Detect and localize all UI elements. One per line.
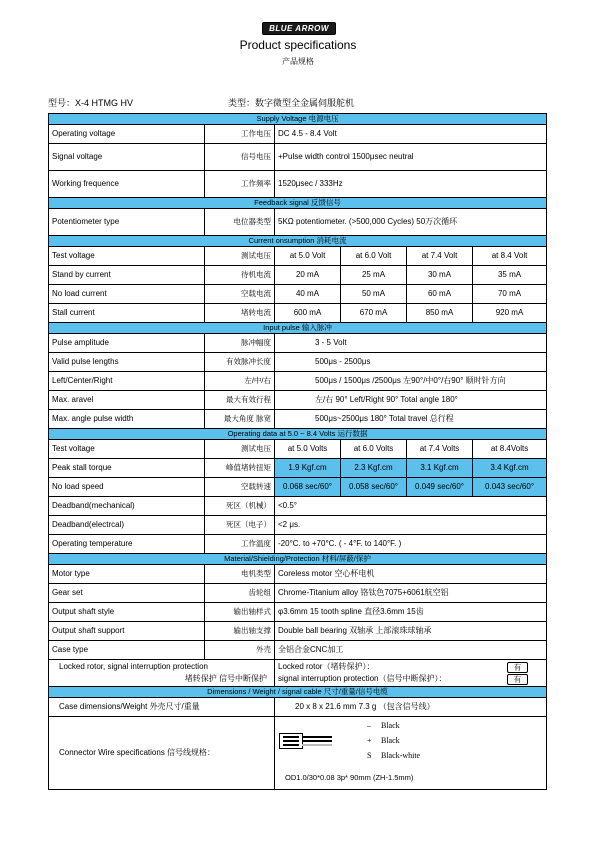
table-row: [49, 660, 547, 687]
row-label-cn: 死区（机械）: [205, 497, 275, 516]
cell-highlight: 1.9 Kgf.cm: [275, 459, 341, 478]
signal-interruption-text: signal interruption protection（信号中断保护）：: [278, 674, 447, 683]
cell: at 8.4Volts: [473, 440, 547, 459]
table-row: [49, 410, 547, 429]
row-label: Gear set: [49, 584, 205, 603]
cell: 850 mA: [407, 304, 473, 323]
cell-highlight: 3.4 Kgf.cm: [473, 459, 547, 478]
table-row: [49, 717, 547, 790]
table-row: [49, 497, 547, 516]
row-value: 500μs / 1500μs /2500μs 左90°/中0°/右90° 顺时针方向: [275, 372, 547, 391]
cell-highlight: 0.049 sec/60°: [407, 478, 473, 497]
row-label: No load speed: [49, 478, 205, 497]
wire-color: Black-white: [381, 751, 421, 760]
row-value: <2 μs.: [275, 516, 547, 535]
table-row: [49, 565, 547, 584]
row-label-cn: 工作频率: [205, 171, 275, 198]
cell-highlight: 3.1 Kgf.cm: [407, 459, 473, 478]
locked-rotor-label: [49, 660, 275, 687]
model-label: 型号：X-4 HTMG HV: [48, 98, 134, 108]
row-value: Coreless motor 空心杯电机: [275, 565, 547, 584]
table-row: [49, 440, 547, 459]
row-label: Test voltage: [49, 440, 205, 459]
wire-symbol: +: [367, 736, 372, 745]
row-label: Output shaft style: [49, 603, 205, 622]
cell: 20 mA: [275, 266, 341, 285]
table-row: [49, 622, 547, 641]
table-row: [49, 698, 547, 717]
table-row: [49, 516, 547, 535]
cell-highlight: 2.3 Kgf.cm: [341, 459, 407, 478]
row-label-cn: 最大角度 脉宽: [205, 410, 275, 429]
connector-plug-icon: [279, 733, 303, 749]
table-row: [49, 304, 547, 323]
table-row: [49, 247, 547, 266]
row-value: Chrome-Titanium alloy 铬钛色7075+6061航空铝: [275, 584, 547, 603]
row-label: Motor type: [49, 565, 205, 584]
row-value: 5KΩ potentiometer. (>500,000 Cycles) 50万次循环: [275, 209, 547, 236]
cell: 70 mA: [473, 285, 547, 304]
row-label: Test voltage: [49, 247, 205, 266]
locked-rotor-en: Locked rotor, signal interruption protection: [59, 662, 208, 671]
wire-icon: [302, 744, 332, 746]
cell-highlight: 0.043 sec/60°: [473, 478, 547, 497]
row-label-cn: 待机电流: [205, 266, 275, 285]
cell: 60 mA: [407, 285, 473, 304]
table-row: [49, 209, 547, 236]
row-value: 500μs~2500μs 180° Total travel 总行程: [275, 410, 547, 429]
row-label-cn: 峰值堵转扭矩: [205, 459, 275, 478]
cell: 30 mA: [407, 266, 473, 285]
brand-logo: BLUE ARROW: [262, 22, 336, 35]
row-label-cn: 左/中/右: [205, 372, 275, 391]
cell: 600 mA: [275, 304, 341, 323]
row-label: Case type: [49, 641, 205, 660]
wire-color: Black: [381, 721, 400, 730]
yes-badge: 有: [507, 662, 529, 673]
row-label-cn: 堵转电流: [205, 304, 275, 323]
type-label: 类型：数字微型全金属伺服舵机: [228, 98, 355, 108]
cell-highlight: 0.068 sec/60°: [275, 478, 341, 497]
row-label: Working frequence: [49, 171, 205, 198]
row-label-cn: 测试电压: [205, 440, 275, 459]
case-dimensions-label: Case dimensions/Weight 外壳尺寸/重量: [49, 698, 275, 717]
wire-icon: [302, 740, 332, 742]
row-label-cn: 死区（电子）: [205, 516, 275, 535]
row-value: -20°C. to +70°C. ( - 4°F. to 140°F. ): [275, 535, 547, 554]
table-row: [49, 144, 547, 171]
row-label: Operating temperature: [49, 535, 205, 554]
row-label: Stand by current: [49, 266, 205, 285]
row-label: Deadband(electrcal): [49, 516, 205, 535]
table-row: [49, 125, 547, 144]
page-title: Product specifications: [239, 38, 357, 52]
row-value: 3 - 5 Volt: [275, 334, 547, 353]
wire-color: Black: [381, 736, 400, 745]
cell: 35 mA: [473, 266, 547, 285]
row-value: 全铝合金CNC加工: [275, 641, 547, 660]
row-value: 500μs - 2500μs: [275, 353, 547, 372]
table-row: [49, 535, 547, 554]
row-value: 左/右 90° Left/Right 90° Total angle 180°: [275, 391, 547, 410]
cell: at 8.4 Volt: [473, 247, 547, 266]
row-label-cn: 信号电压: [205, 144, 275, 171]
table-row: [49, 641, 547, 660]
row-value: 1520μsec / 333Hz: [275, 171, 547, 198]
row-label-cn: 电机类型: [205, 565, 275, 584]
connector-label: Connector Wire specifications 信号线规格：: [49, 717, 275, 790]
row-label-cn: 空载电流: [205, 285, 275, 304]
row-label-cn: 空载转速: [205, 478, 275, 497]
cell: at 7.4 Volts: [407, 440, 473, 459]
yes-badge: 有: [507, 674, 529, 685]
wire-symbol: –: [367, 721, 371, 730]
row-label: Max. angle pulse width: [49, 410, 205, 429]
connector-wire-spec: OD1.0/30*0.08 3p* 90mm (ZH-1.5mm): [285, 773, 414, 782]
row-value: Double ball bearing 双轴承 上部滚珠球轴承: [275, 622, 547, 641]
cell: at 7.4 Volt: [407, 247, 473, 266]
row-label: Peak stall torque: [49, 459, 205, 478]
table-row: [49, 478, 547, 497]
table-row: [49, 459, 547, 478]
row-value: DC 4.5 - 8.4 Volt: [275, 125, 547, 144]
row-label-cn: 外壳: [205, 641, 275, 660]
table-row: [49, 285, 547, 304]
row-label-cn: 测试电压: [205, 247, 275, 266]
connector-diagram: [275, 717, 546, 789]
row-label: Output shaft support: [49, 622, 205, 641]
row-label-cn: 电位器类型: [205, 209, 275, 236]
table-row: [49, 353, 547, 372]
row-label: Pulse amplitude: [49, 334, 205, 353]
table-row: [49, 372, 547, 391]
row-label-cn: 有效脉冲长度: [205, 353, 275, 372]
table-row: [49, 391, 547, 410]
cell: 670 mA: [341, 304, 407, 323]
row-value: +Pulse width control 1500μsec neutral: [275, 144, 547, 171]
row-label-cn: 脉冲幅度: [205, 334, 275, 353]
row-label: Stall current: [49, 304, 205, 323]
row-label: Max. aravel: [49, 391, 205, 410]
row-label-cn: 工作温度: [205, 535, 275, 554]
cell: at 6.0 Volt: [341, 247, 407, 266]
row-label-cn: 齿轮组: [205, 584, 275, 603]
row-label-cn: 输出轴样式: [205, 603, 275, 622]
row-label: Operating voltage: [49, 125, 205, 144]
section-material: Material/Shielding/Protection 材料/屏蔽/保护: [49, 554, 547, 565]
locked-rotor-value: [275, 660, 547, 687]
signal-interruption-line: [278, 673, 528, 685]
section-current: Current onsumption 消耗电流: [49, 236, 547, 247]
section-feedback: Feedback signal 反馈信号: [49, 198, 547, 209]
row-label: Left/Center/Right: [49, 372, 205, 391]
wire-symbol: S: [367, 751, 372, 760]
locked-rotor-cn: 堵转保护 信号中断保护: [184, 674, 267, 683]
table-row: [49, 334, 547, 353]
cell: 50 mA: [341, 285, 407, 304]
cell: at 5.0 Volt: [275, 247, 341, 266]
row-value: φ3.6mm 15 tooth spline 直径3.6mm 15齿: [275, 603, 547, 622]
locked-rotor-text: Locked rotor（堵转保护）：: [278, 662, 375, 671]
cell: at 5.0 Volts: [275, 440, 341, 459]
row-label: Deadband(mechanical): [49, 497, 205, 516]
row-label-cn: 输出轴支撑: [205, 622, 275, 641]
cell: at 6.0 Volts: [341, 440, 407, 459]
table-row: [49, 266, 547, 285]
table-row: [49, 603, 547, 622]
cell: 40 mA: [275, 285, 341, 304]
row-label: No load current: [49, 285, 205, 304]
section-dimensions: Dimensions / Weight / signal cable 尺寸/重量/信号电缆: [49, 687, 547, 698]
wire-icon: [302, 736, 332, 738]
row-value: <0.5°: [275, 497, 547, 516]
cell: 920 mA: [473, 304, 547, 323]
page-subtitle: 产品规格: [282, 57, 314, 66]
section-input: Input pulse 输入脉冲: [49, 323, 547, 334]
case-dimensions-value: 20 x 8 x 21.6 mm 7.3 g （包含信号线）: [275, 698, 547, 717]
locked-rotor-line: [278, 661, 528, 673]
connector-spec: [275, 717, 547, 790]
row-label-cn: 最大有效行程: [205, 391, 275, 410]
table-row: [49, 584, 547, 603]
spec-table: [48, 113, 547, 790]
cell: 25 mA: [341, 266, 407, 285]
section-supply: Supply Voltage 电源电压: [49, 114, 547, 125]
row-label: Signal voltage: [49, 144, 205, 171]
section-operating: Operating data at 5.0 ~ 8.4 Volts 运行数据: [49, 429, 547, 440]
table-row: [49, 171, 547, 198]
row-label: Valid pulse lengths: [49, 353, 205, 372]
row-label-cn: 工作电压: [205, 125, 275, 144]
row-label: Potentiometer type: [49, 209, 205, 236]
cell-highlight: 0.058 sec/60°: [341, 478, 407, 497]
